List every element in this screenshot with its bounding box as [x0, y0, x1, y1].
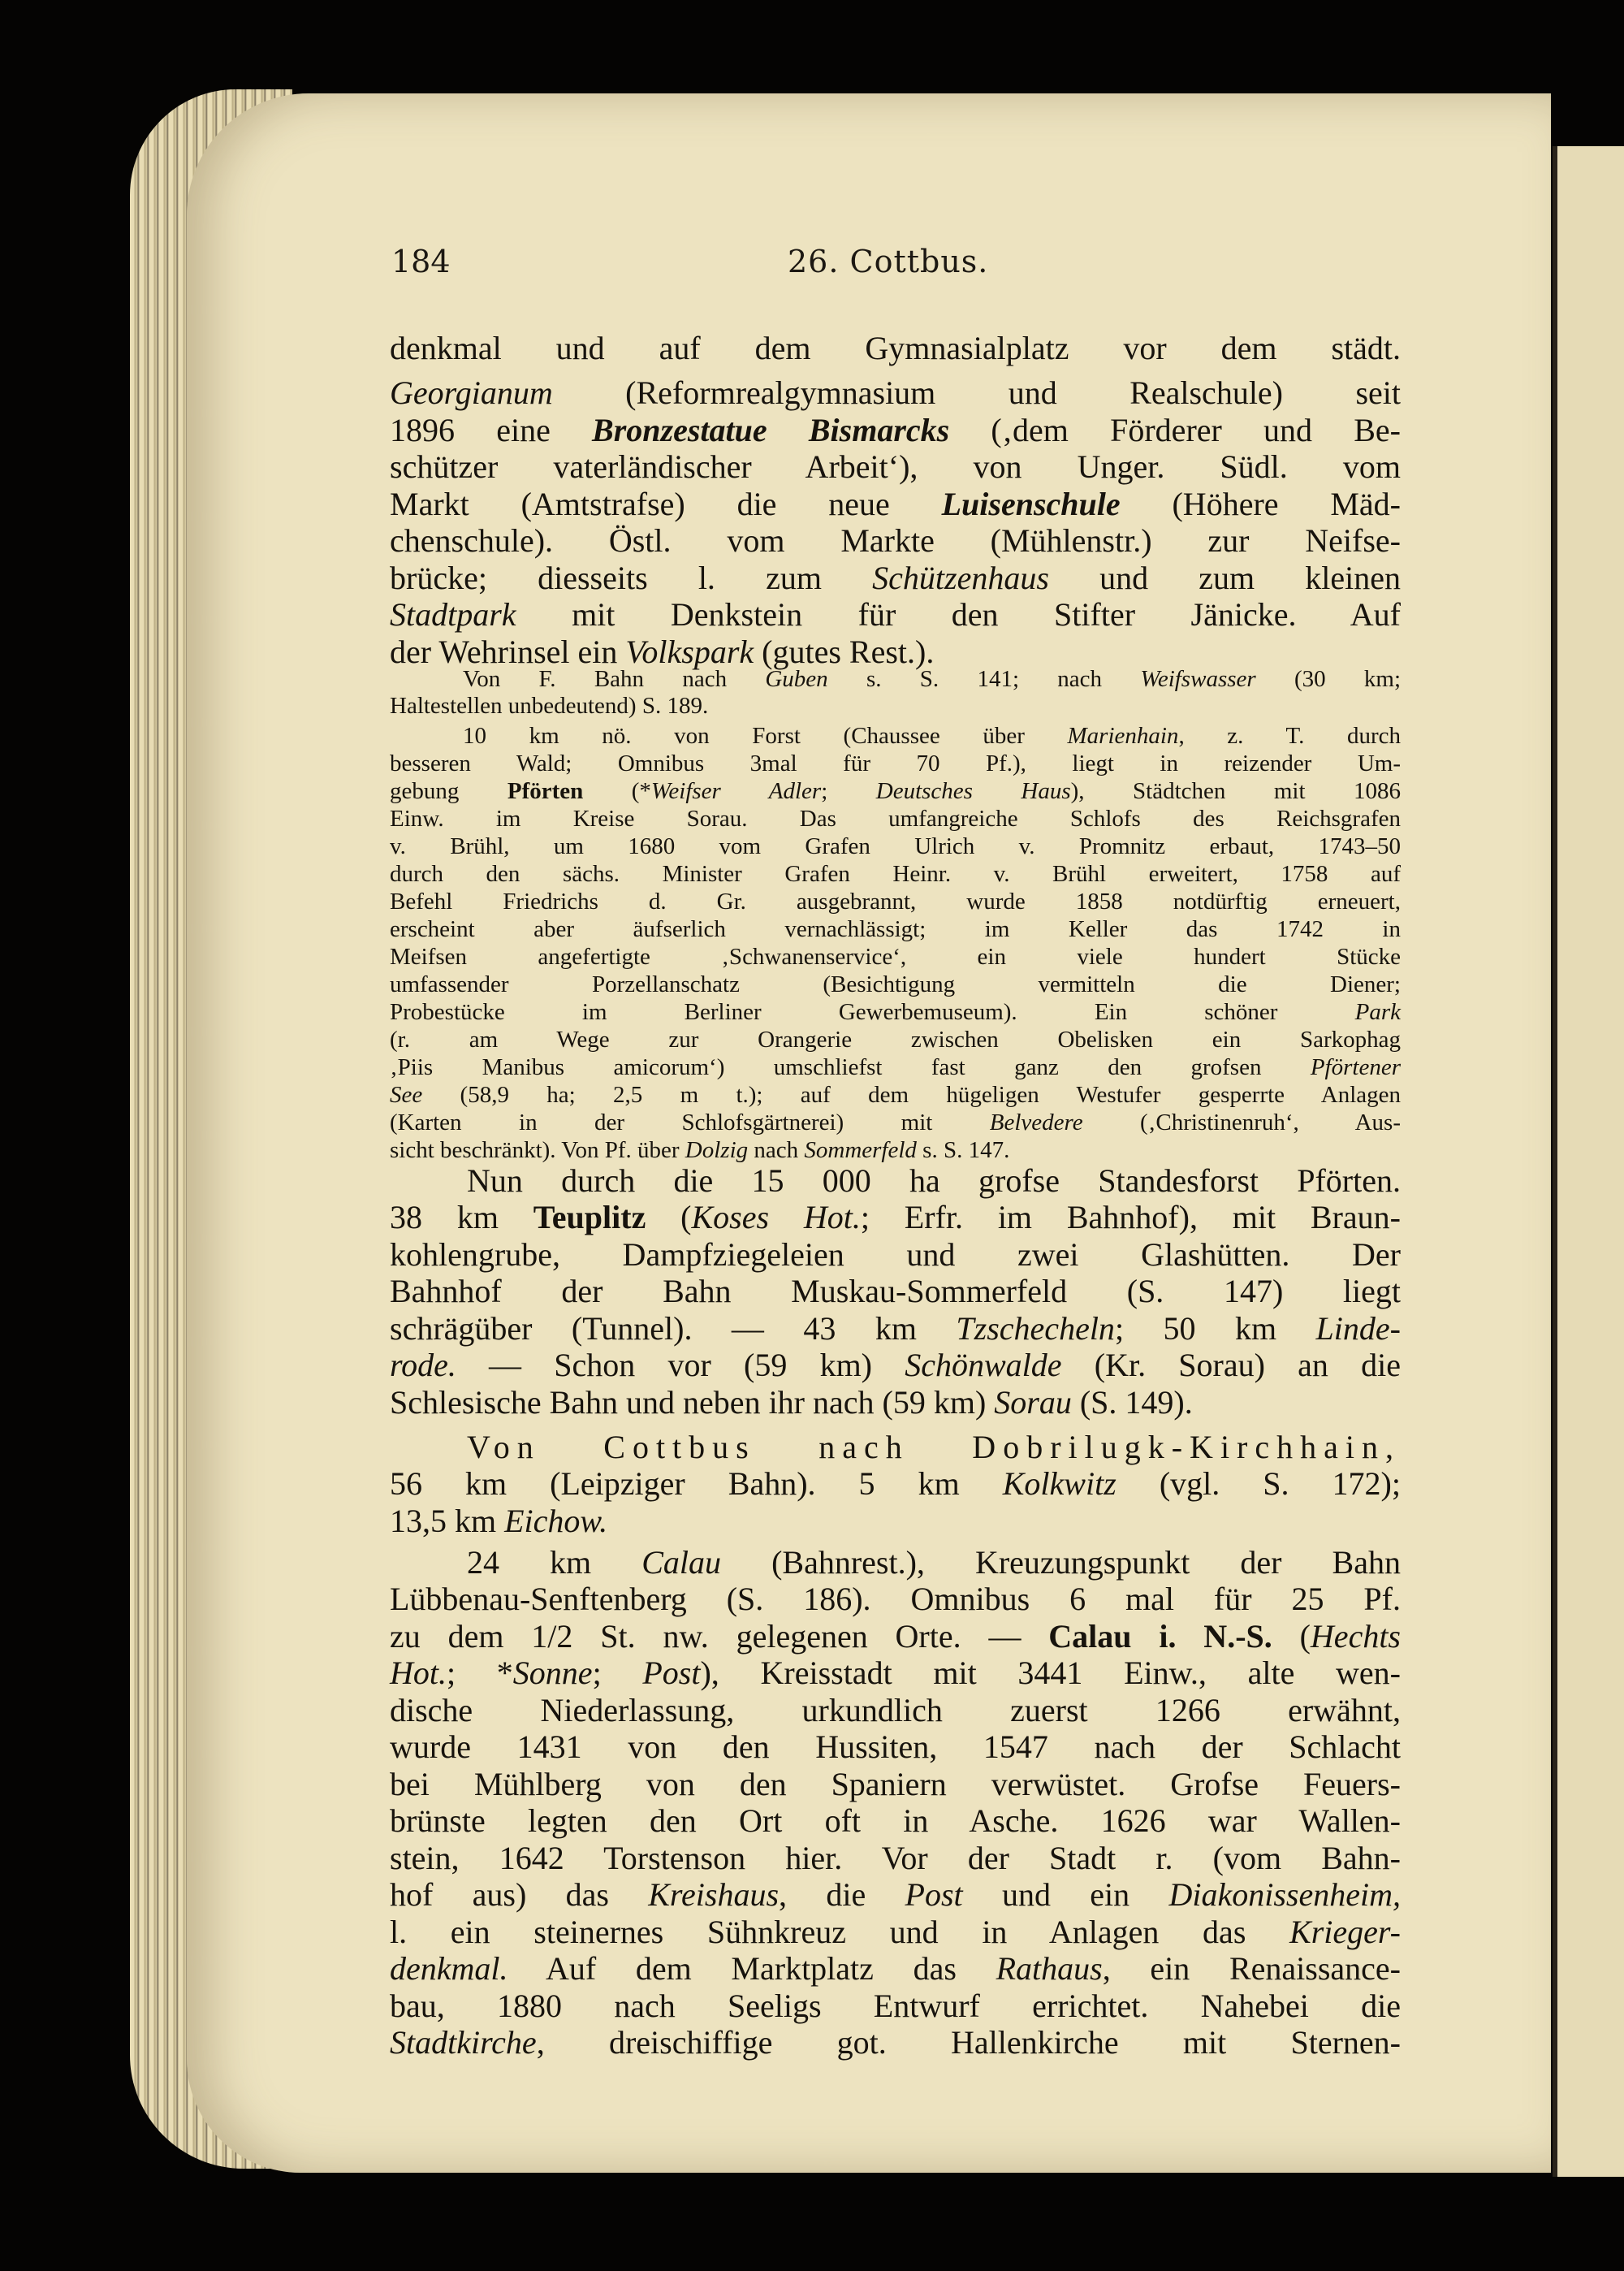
text-line: Hot.; *Sonne; Post), Kreisstadt mit 3441 Einw., alte wen- [390, 1655, 1401, 1691]
section-heading-line: Von Cottbus nach Dobrilugk-Kirchhain, [467, 1429, 1401, 1465]
text-line: Bahnhof der Bahn Muskau-Sommerfeld (S. 147) liegt [390, 1273, 1401, 1309]
text-line: 24 km Calau (Bahnrest.), Kreuzungspunkt der Bahn [467, 1544, 1401, 1581]
text-line: bau, 1880 nach Seeligs Entwurf errichtet. Nahebei die [390, 1988, 1401, 2024]
text-line: l. ein steinernes Sühnkreuz und in Anlagen das Krieger- [390, 1914, 1401, 1950]
small-text-line: sicht beschränkt). Von Pf. über Dolzig nach Sommerfeld s. S. 147. [390, 1137, 1010, 1163]
text-line: Nun durch die 15 000 ha grofse Standesforst Pförten. [467, 1162, 1401, 1199]
small-text-line: Meifsen angefertigte ‚Schwanenservice‘, ein viele hundert Stücke [390, 944, 1401, 970]
text-line: brücke; diesseits l. zum Schützenhaus und zum kleinen [390, 560, 1402, 596]
small-text-line: erscheint aber äufserlich vernachlässigt; im Keller das 1742 in [390, 916, 1401, 942]
text-line: Markt (Amtstrafse) die neue Luisenschule (Höhere Mäd- [390, 486, 1401, 522]
text-line: dische Niederlassung, urkundlich zuerst 1266 erwähnt, [390, 1692, 1401, 1728]
text-line: der Wehrinsel ein Volkspark (gutes Rest.). [390, 634, 935, 670]
text-line: denkmal. Auf dem Marktplatz das Rathaus, ein Renaissance- [390, 1950, 1401, 1987]
text-line: wurde 1431 von den Hussiten, 1547 nach der Schlacht [390, 1728, 1401, 1765]
text-line: Schlesische Bahn und neben ihr nach (59 km) Sorau (S. 149). [390, 1384, 1193, 1421]
text-line: 13,5 km Eichow. [390, 1503, 608, 1539]
small-text-line: Einw. im Kreise Sorau. Das umfangreiche Schlofs des Reichsgrafen [390, 806, 1401, 832]
text-line: zu dem 1/2 St. nw. gelegenen Orte. — Calau i. N.-S. (Hechts [390, 1618, 1401, 1655]
text-line: rode. — Schon vor (59 km) Schönwalde (Kr. Sorau) an die [390, 1347, 1401, 1383]
small-text-line: gebung Pförten (*Weifser Adler; Deutsches Haus), Städtchen mit 1086 [390, 778, 1401, 804]
facing-page-edge [1553, 146, 1624, 2177]
text-line: denkmal und auf dem Gymnasialplatz vor dem städt. [390, 330, 1401, 366]
text-line: hof aus) das Kreishaus, die Post und ein Diakonissenheim, [390, 1876, 1401, 1913]
small-text-line: (Karten in der Schlofsgärtnerei) mit Belvedere (‚Christinenruh‘, Aus- [390, 1110, 1401, 1136]
small-text-line: (r. am Wege zur Orangerie zwischen Obelisken ein Sarkophag [390, 1027, 1401, 1053]
small-text-line: 10 km nö. von Forst (Chaussee über Marienhain, z. T. durch [463, 723, 1401, 749]
text-line: 38 km Teuplitz (Koses Hot.; Erfr. im Bahnhof), mit Braun- [390, 1199, 1401, 1235]
running-head [391, 244, 1398, 292]
small-text-line: ‚Piis Manibus amicorum‘) umschliefst fast ganz den grofsen Pförtener [390, 1054, 1401, 1080]
small-text-line: Von F. Bahn nach Guben s. S. 141; nach Weifswasser (30 km; [463, 666, 1402, 692]
text-line: kohlengrube, Dampfziegeleien und zwei Glashütten. Der [390, 1236, 1401, 1273]
small-text-line: See (58,9 ha; 2,5 m t.); auf dem hügeligen Westufer gesperrte Anlagen [390, 1082, 1401, 1108]
text-line: schützer vaterländischer Arbeit‘), von Unger. Südl. vom [390, 448, 1401, 485]
text-line: stein, 1642 Torstenson hier. Vor der Stadt r. (vom Bahn- [390, 1840, 1401, 1876]
page-number: 184 [391, 244, 451, 279]
small-text-line: v. Brühl, um 1680 vom Grafen Ulrich v. Promnitz erbaut, 1743–50 [390, 833, 1401, 859]
text-line: Stadtpark mit Denkstein für den Stifter Jänicke. Auf [390, 596, 1401, 633]
small-text-line: besseren Wald; Omnibus 3mal für 70 Pf.), liegt in reizender Um- [390, 751, 1401, 776]
small-text-line: durch den sächs. Minister Grafen Heinr. v. Brühl erweitert, 1758 auf [390, 861, 1401, 887]
text-line: Lübbenau-Senftenberg (S. 186). Omnibus 6 mal für 25 Pf. [390, 1581, 1401, 1617]
small-text-line: Probestücke im Berliner Gewerbemuseum). Ein schöner Park [390, 999, 1401, 1025]
small-text-line: Befehl Friedrichs d. Gr. ausgebrannt, wurde 1858 notdürftig erneuert, [390, 889, 1401, 915]
text-line: Stadtkirche, dreischiffige got. Hallenkirche mit Sternen- [390, 2024, 1401, 2061]
text-line: bei Mühlberg von den Spaniern verwüstet. Grofse Feuers- [390, 1766, 1401, 1802]
text-line: chenschule). Östl. vom Markte (Mühlenstr.) zur Neifse- [390, 522, 1401, 559]
chapter-title: 26. Cottbus. [788, 244, 989, 279]
text-line: 1896 eine Bronzestatue Bismarcks (‚dem Förderer und Be- [390, 412, 1401, 448]
text-line: brünste legten den Ort oft in Asche. 1626 war Wallen- [390, 1802, 1401, 1839]
small-text-line: Haltestellen unbedeutend) S. 189. [390, 693, 709, 719]
small-text-line: umfassender Porzellanschatz (Besichtigung vermitteln die Diener; [390, 971, 1401, 997]
text-line: Georgianum (Reformrealgymnasium und Realschule) seit [390, 374, 1401, 411]
text-line: 56 km (Leipziger Bahn). 5 km Kolkwitz (vgl. S. 172); [390, 1465, 1401, 1502]
text-line: schrägüber (Tunnel). — 43 km Tzschecheln; 50 km Linde- [390, 1310, 1401, 1347]
